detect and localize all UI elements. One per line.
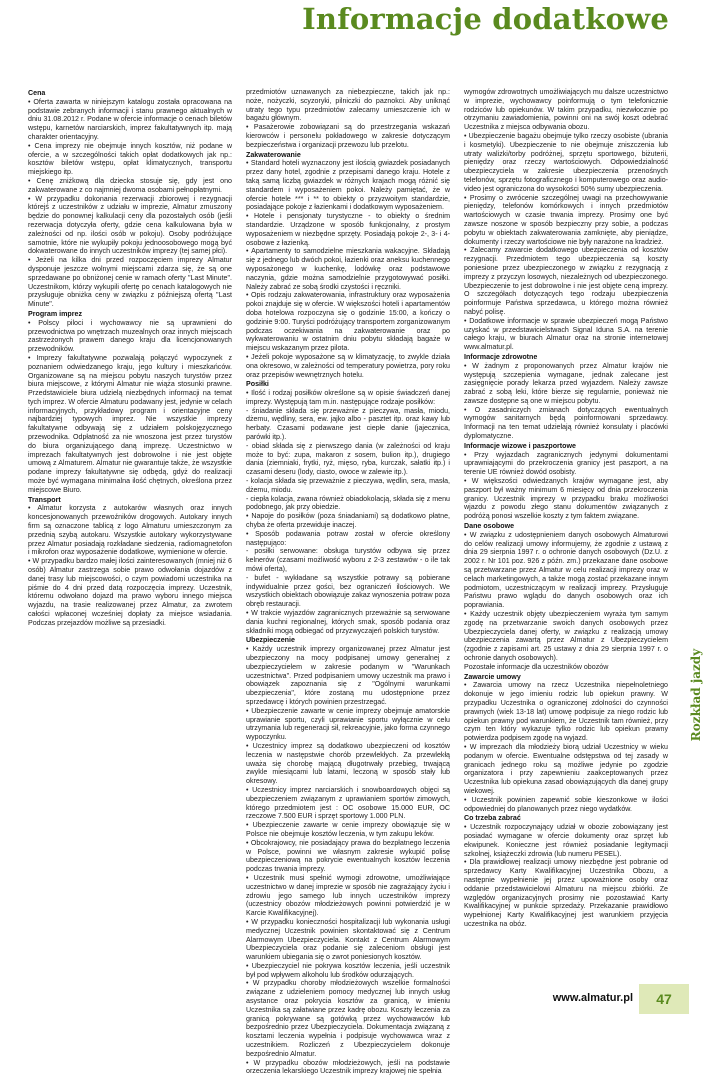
body-paragraph: • W większości odwiedzanych krajów wymagane jest, aby paszport był ważny minimum 6 miesięcy od dnia przekroczenia granicy. Uczestnik imprezy w przypadku braku możliwości wjazdu z powodu złego stanu dokumentów związanych z podróżą ponosi wszelkie koszty z tym faktem związane. bbox=[464, 477, 668, 521]
body-paragraph: • Każdy uczestnik imprezy organizowanej przez Almatur jest ubezpieczony na mocy podpisanej umowy generalnej z ubezpieczycielem w zakresie podanym w "Warunkach uczestnictwa". Przed podpisaniem umowy uczestnik ma prawo i obowiązek zapoznania się z "Ogólnymi warunkami ubezpieczenia", które zostaną mu udostępnione przez sprzedawcę i których powinien przestrzegać. bbox=[246, 645, 450, 706]
body-paragraph: • Almatur korzysta z autokarów własnych oraz innych koncesjonowanych przewoźników drogowych. Autokary innych firm są oznaczone tablicą z logo Almaturu umieszczonym za przednią szybą autokaru. Wszystkie autokary wykorzystywane przez Almatur posiadają rozkładane siedzenia, radiomagnetofon i mikrofon oraz wyposażenie dodatkowe, wymienione w ofercie. bbox=[28, 504, 232, 557]
section-heading: Informacje wizowe i paszportowe bbox=[464, 441, 576, 450]
page-number: 47 bbox=[639, 984, 689, 1014]
body-paragraph: • Ubezpieczenie zawarte w cenie imprezy obejmuje amatorskie uprawianie sportu, czyli uprawianie sportu wyłącznie w celu utrzymania lub regeneracji sił, rekreacyjnie, jako forma czynnego wypoczynku. bbox=[246, 706, 450, 742]
column-1 bbox=[28, 88, 232, 962]
body-paragraph: • Ilość i rodzaj posiłków określone są w opisie świadczeń danej imprezy. Występują tam m.in. następujące rodzaje posiłków: bbox=[246, 389, 450, 406]
column-3 bbox=[464, 88, 668, 962]
body-paragraph: - kolacja składa się przeważnie z pieczywa, wędlin, sera, masła, dżemu, miodu. bbox=[246, 477, 450, 494]
body-paragraph: Pozostałe informacje dla uczestników obozów bbox=[464, 662, 609, 671]
body-paragraph: • W przypadku konieczności hospitalizacji lub wykonania usługi medycznej Uczestnik powinien skontaktować się z Centrum Alarmowym Ubezpieczyciela. Kontakt z Centrum Alarmowym Ubezpieczyciela oraz podanie się zaleceniom obsługi jest warunkiem ubiegania się o zwrot poniesionych kosztów. bbox=[246, 917, 450, 962]
body-paragraph: • Dodatkowe informacje w sprawie ubezpieczeń mogą Państwo uzyskać w przedstawicielstwach Signal Iduna S.A. na terenie całego kraju, w biurach Almatur oraz na stronie internetowej www.almatur.pl. bbox=[464, 316, 668, 352]
body-paragraph: - ciepła kolacja, zwana również obiadokolacją, składa się z menu podobnego, jak przy obiedzie. bbox=[246, 494, 450, 512]
body-paragraph: • Napoje do posiłków (poza śniadaniami) są dodatkowo płatne, chyba że oferta przewiduje inaczej. bbox=[246, 512, 450, 530]
body-paragraph: - śniadanie składa się przeważnie z pieczywa, masła, miodu, dżemu, wędliny, sera, ew. jajko albo - pasztet itp. oraz kawy lub herbaty. Czasami podawane jest ciepłe danie (jajecznica, parówki itp.). bbox=[246, 406, 450, 442]
header-bar bbox=[0, 0, 707, 80]
body-paragraph: - posiłki serwowane: obsługa turystów odbywa się przez kelnerów (czasami możliwość wyboru z 2-3 zestawów - o ile tak mówi oferta), bbox=[246, 547, 450, 574]
body-paragraph: • Oferta zawarta w niniejszym katalogu została opracowana na podstawie zebranych informacji i stanu prawnego aktualnych w dniu 31.08.2012 r. Podane w ofercie informacje o cenach biletów wstępu, karnetów narciarskich, imprez fakultatywnych itp. mają charakter orientacyjny. bbox=[28, 97, 232, 141]
side-tab bbox=[685, 640, 707, 750]
body-paragraph: • W trakcie wyjazdów zagranicznych przeważnie są serwowane dania kuchni regionalnej, których smak, sposób podania oraz składniki mogą odbiegać od przyzwyczajeń polskich turystów. bbox=[246, 609, 450, 635]
section-heading: Co trzeba zabrać bbox=[464, 814, 521, 823]
body-paragraph: • Hotele i pensjonaty turystyczne - to obiekty o średnim standardzie. Urządzone w sposób funkcjonalny, z prostym wyposażeniem w niezbędne sprzęty. Posiadają pokoje 2-, 3- i 4-osobowe z łazienką. bbox=[246, 212, 450, 247]
body-paragraph: wymogów zdrowotnych umożliwiających mu dalsze uczestnictwo w imprezie, wychowawcy poinformują o tym telefonicznie rodziców lub opiekunów. W takim przypadku, niezwłocznie po otrzymaniu zawiadomienia, powinni oni na swój koszt odebrać Uczestnika z miejsca odbywania obozu. bbox=[464, 88, 668, 132]
section-heading: Ubezpieczenie bbox=[246, 636, 295, 645]
section-heading: Zawarcie umowy bbox=[464, 672, 521, 681]
body-paragraph: • Uczestnik musi spełnić wymogi zdrowotne, umożliwiające uczestnictwo w danej imprezie w sposób nie zagrażający życiu i zdrowiu jego samego lub innych uczestników imprezy (uczestnicy obozów młodzieżowych powinni potwierdzić je w Karcie Kwalifikacyjnej). bbox=[246, 873, 450, 918]
body-paragraph: - obiad składa się z pierwszego dania (w zależności od kraju może to być: zupa, makaron z sosem, bulion itp.), drugiego dania (ziemniaki, frytki, ryż, mięso, ryba, kurczak, sałatki itp.) i czasami deseru (lody, ciasto, owoce w zalewie itp.). bbox=[246, 441, 450, 477]
body-paragraph: • O zasadniczych zmianach dotyczących ewentualnych wymogów sanitarnych będą poinformowani sprzedawcy. Informacji na ten temat udzielają również konsulaty i placówki dyplomatyczne. bbox=[464, 405, 668, 441]
body-paragraph: • W przypadku obozów młodzieżowych, jeśli na podstawie orzeczenia lekarskiego Uczestnik imprezy krajowej nie spełnia bbox=[246, 1058, 450, 1076]
body-paragraph: • Dla prawidłowej realizacji umowy niezbędne jest pobranie od sprzedawcy Karty Kwalifikacyjnej Uczestnika Obozu, a następnie wypełnienie jej przez upoważnione osoby oraz oddanie przedstawicielowi Almaturu na miejscu zbiórki. Ze względów organizacyjnych prosimy nie pozostawiać Karty Kwalifikacyjnej w punkcie sprzedaży. Przekazanie prawidłowo wypełnionej Karty Kwalifikacyjnej jest warunkiem przyjęcia uczestnika na obóz. bbox=[464, 858, 668, 928]
body-paragraph: • Uczestnik rozpoczynający udział w obozie zobowiązany jest posiadać wymagane w ofercie dokumenty oraz sprzęt lub ekwipunek. Konieczne jest również posiadanie legitymacji szkolnej, książeczki zdrowia (lub numeru PESEL). bbox=[464, 823, 668, 858]
section-heading: Zakwaterowanie bbox=[246, 150, 301, 159]
body-paragraph: • Prosimy o zwrócenie szczególnej uwagi na przechowywanie pieniędzy, telefonów komórkowych i innych przedmiotów wartościowych w czasie trwania imprezy. Prosimy one być zawsze noszone w sposób bezpieczny przy sobie, a podczas pobytu w obiektach zakwaterowania zamknięte, aby pieniądze, dokumenty i rzeczy wartościowe nie były narażone na kradzież. bbox=[464, 193, 668, 246]
body-paragraph: • Standard hoteli wyznaczony jest ilością gwiazdek posiadanych przez dany hotel, zgodnie z przepisami danego kraju. Hotele z taką samą liczbą gwiazdek w różnych krajach mogą różnić się standardem i wyposażeniem pokoi. Należy pamiętać, że w ofercie hotele *** i ** to obiekty o przyzwoitym standardzie, posiadające pokoje z łazienkami i dodatkowym wyposażeniem. bbox=[246, 159, 450, 212]
body-paragraph: • Obcokrajowcy, nie posiadający prawa do bezpłatnego leczenia w Polsce, powinni we własnym zakresie wykupić polisę ubezpieczeniową na pokrycie ewentualnych kosztów leczenia podczas trwania imprezy. bbox=[246, 838, 450, 874]
column-2 bbox=[246, 88, 450, 1076]
section-heading: Program imprez bbox=[28, 309, 83, 318]
body-paragraph: - bufet - wykładane są wszystkie potrawy są pobierane indywidualnie przez gości, bez ograniczeń ilościowych. We wszystkich obiektach obowiązuje zakaz wynoszenia potraw poza obręb restauracji. bbox=[246, 573, 450, 609]
body-paragraph: • Uczestnicy imprez są dodatkowo ubezpieczeni od kosztów leczenia w następstwie chorób przewlekłych. Za przewlekłą uważa się chorobę mającą długotrwały przebieg, trwającą zwykle miesiącami lub latami, leczoną w sposób stały lub okresowy. bbox=[246, 741, 450, 786]
website-link[interactable]: www.almatur.pl bbox=[552, 992, 633, 1004]
body-paragraph: • Przy wyjazdach zagranicznych jedynymi dokumentami uprawniającymi do przekroczenia granicy jest paszport, a na terenie UE również dowód osobisty. bbox=[464, 450, 668, 477]
section-heading: Transport bbox=[28, 495, 61, 504]
body-paragraph: • Ubezpieczenie zawarte w cenie imprezy obowiązuje się w Polsce nie obejmuje kosztów leczenia, w tym zakupu leków. bbox=[246, 821, 450, 838]
body-paragraph: • Cena imprezy nie obejmuje innych kosztów, niż podane w ofercie, a w szczególności takich opłat dodatkowych jak np.: kosztów biletów wstępu, opłat klimatycznych, transportu miejskiego itp. bbox=[28, 141, 232, 177]
body-paragraph: • Cenę zniżkową dla dziecka stosuje się, gdy jest ono zakwaterowane z co najmniej dwoma osobami pełnopłatnymi. bbox=[28, 176, 232, 194]
body-paragraph: • Uczestnik powinien zapewnić sobie kieszonkowe w ilości odpowiedniej do planowanych przez niego wydatków. bbox=[464, 795, 668, 813]
body-paragraph: • W przypadku choroby młodzieżowych wszelkie formalności związane z udzieleniem pomocy medycznej lub innych usług asystance oraz pokrycia kosztów za granicą, w imieniu Uczestnika są załatwiane przez kadrę obozu. Koszty leczenia za granicą pokrywane są gotówką przez wychowawców lub bezpośrednio przez Ubezpieczyciela. Dokumentacja związaną z kosztami leczenia wypełnia i podpisuje wychowawca wraz z uczestnikiem. Rozliczeń z Ubezpieczycielem dokonuje bezpośrednio Almatur. bbox=[246, 979, 450, 1058]
body-paragraph: • Opis rodzaju zakwaterowania, infrastruktury oraz wyposażenia pokoi znajduje się w ofercie. W większości hoteli i apartamentów doba hotelowa rozpoczyna się o godzinie 15:00, a kończy o godzinie 9:00. Turyści podróżujący transportem zorganizowanym podczas oczekiwania na zakwaterowanie oraz po wykwaterowaniu w ostatnim dniu pobytu składają bagaże w miejscu wskazanym przez pilota. bbox=[246, 291, 450, 353]
body-paragraph: • Jeżeli pokoje wyposażone są w klimatyzację, to zwykle działa ona okresowo, w zależności od temperatury powietrza, pory roku oraz przepisów wewnętrznych hotelu. bbox=[246, 352, 450, 379]
body-paragraph: • W imprezach dla młodzieży biorą udział Uczestnicy w wieku podanym w ofercie. Ewentualne odstępstwa od tej zasady w granicach jednego roku są możliwe jedynie po zgodzie organizatora i przy zapewnieniu zaakceptowanych przez Uczestnika lub opiekuna zasad obowiązujących dla danej grupy wiekowej. bbox=[464, 742, 668, 795]
body-paragraph: • Polscy piloci i wychowawcy nie są uprawnieni do przewodnictwa po wnętrzach muzealnych oraz innych miejscach zastrzeżonych prawem danego kraju dla licencjonowanych przewodników. bbox=[28, 318, 232, 354]
section-heading: Informacje zdrowotne bbox=[464, 352, 538, 361]
footer bbox=[0, 978, 707, 1024]
body-paragraph: • W przypadku dokonania rezerwacji zbiorowej i rezygnacji którejś z uczestników z udziału w imprezie, Almatur zmuszony będzie do ponownej kalkulacji ceny dla pozostałych osób (jeśli rezerwacja dotyczyła oferty, gdzie cena kalkulowana była w zależności od np. ilości osób w pokoju). Osoby podróżujące samotnie, które nie wykupiły pokoju jednoosobowego mogą być dokwaterowane do innych uczestników imprezy (tej samej płci). bbox=[28, 194, 232, 256]
body-paragraph: • Każdy uczestnik objęty ubezpieczeniem wyraża tym samym zgodę na przetwarzanie swoich danych osobowych przez Ubezpieczyciela danej oferty, w związku z realizacją umowy ubezpieczenia zawartą przez Almatur z Ubezpieczycielem (zgodnie z zapisami art. 25 ustawy z dnia 29 sierpnia 1997 r. o ochronie danych osobowych). bbox=[464, 610, 668, 662]
body-paragraph: • Pasażerowie zobowiązani są do przestrzegania wskazań kierowców i personelu pokładowego w zakresie dotyczącym bezpieczeństwa i organizacji przewozu lub przelotu. bbox=[246, 123, 450, 149]
section-heading: Posiłki bbox=[246, 380, 269, 389]
body-paragraph: • Sposób podawania potraw został w ofercie określony następująco: bbox=[246, 529, 450, 547]
section-heading: Cena bbox=[28, 89, 46, 97]
section-heading: Dane osobowe bbox=[464, 522, 515, 531]
body-paragraph: • Ubezpieczenie bagażu obejmuje tylko rzeczy osobiste (ubrania i kosmetyki). Ubezpieczenie to nie obejmuje zniszczenia lub utraty walizki/torby podróżnej, sprzętu sportowego, biżuterii, pieniędzy oraz rzeczy wartościowych. Odpowiedzialność ubezpieczyciela w zakresie ubezpieczenia przenośnych telefonów, sprzętu fotograficznego i komputerowego oraz audio-video jest ograniczona do wysokości 50% sumy ubezpieczenia. bbox=[464, 131, 668, 193]
body-paragraph: • W żadnym z proponowanych przez Almatur krajów nie występują szczepienia wymagane, jednak zalecane jest zasięgnięcie porady lekarza przed wyjazdem. Należy zawsze zabrać z sobą leki, które bierze się regularnie, ponieważ nie zawsze dostępne są one w miejscu pobytu. bbox=[464, 361, 668, 405]
body-paragraph: • Zawarcia umowy na rzecz Uczestnika niepełnoletniego dokonuje w jego imieniu rodzic lub opiekun prawny. W przypadku Uczestnika o ograniczonej zdolności do czynności prawnych (wiek 13-18 lat) umowę podpisuje za niego rodzic lub opiekun prawny pod warunkiem, że Uczestnik tam również, przy czym ten który wykazuje tylko rodzic lub opiekun prawny potwierdza podpisem zgodę na wyjazd. bbox=[464, 681, 668, 743]
body-paragraph: • W przypadku bardzo małej ilości zainteresowanych (mniej niż 6 osób) Almatur zastrzega sobie prawo odwołania dojazdów z danej trasy lub miejscowości, o czym powiadomi uczestnika na piśmie do 4 dni przed datą rozpoczęcia imprezy. Uczestnik, któremu odwołano dojazd ma prawo wyboru innego miejsca wyjazdu, na trasie realizowanej przez Almatur, za zwrotem całości wpłaconej wcześniej dopłaty za miejsce wsiadania. Podczas przejazdów możliwe są przesiadki. bbox=[28, 557, 232, 627]
body-paragraph: • Ubezpieczyciel nie pokrywa kosztów leczenia, jeśli uczestnik był pod wpływem alkoholu lub środków odurzających. bbox=[246, 961, 450, 979]
side-tab-label: Rozkład jazdy bbox=[689, 648, 703, 742]
body-paragraph: • Zalecamy zawarcie dodatkowego ubezpieczenia od kosztów rezygnacji. Przedmiotem tego ubezpieczenia są koszty poniesione przez ubezpieczonego w związku z rezygnacją z imprezy z przyczyn losowych, niezależnych od ubezpieczonego. Ubezpieczenie to jest dobrowolne i nie jest objęte ceną imprezy. O szczegółach dotyczących tego rodzaju ubezpieczenia poinformuje Państwa sprzedawca, u którego można również nabyć polisę. bbox=[464, 246, 668, 316]
body-paragraph: przedmiotów uznawanych za niebezpieczne, takich jak np.: noże, nożyczki, scyzoryki, pilniczki do paznokci. Aby uniknąć utraty tego typu przedmiotów zalecamy umieszczenie ich w bagażu głównym. bbox=[246, 88, 450, 123]
body-paragraph: • Uczestnicy imprez narciarskich i snowboardowych objęci są ubezpieczeniem związanym z uprawianiem sportów zimowych, którego przedmiotem jest : OC osobowe 15.000 EUR, OC rzeczowe 7.500 EUR i sprzęt sportowy 1.000 PLN. bbox=[246, 785, 450, 821]
body-paragraph: • Jeżeli na kilka dni przed rozpoczęciem imprezy Almatur dysponuje jeszcze wolnymi miejscami zdarza się, że są one sprzedawane po obniżonej cenie w ramach oferty "Last Minute". Uczestnikom, którzy wykupili ofertę po cenach katalogowych nie przysługuje obniżka ceny w związku z późniejszą ofertą "Last Minute". bbox=[28, 256, 232, 309]
body-paragraph: • Apartamenty to samodzielne mieszkania wakacyjne. Składają się z jednego lub dwóch pokoi, łazienki oraz aneksu kuchennego wyposażonego w kuchenkę, lodówkę oraz podstawowe naczynia, gdzie można samodzielnie przygotowywać posiłki. Należy zabrać ze sobą środki czystości i ręczniki. bbox=[246, 247, 450, 291]
page-title: Informacje dodatkowe bbox=[302, 2, 669, 36]
header-divider bbox=[0, 74, 707, 80]
body-paragraph: • Imprezy fakultatywne pozwalają połączyć wypoczynek z poznaniem odwiedzanego kraju, jego kultury i mieszkańców. Organizowane są na miejscu pobytu naszych turystów przez biura miejscowe, z którymi Almatur nie wiąża stosunki prawne. Przedstawiciele biura udzielą niezbędnych informacji na temat tych imprez. W ofercie Almaturu podawany jest, jedynie w celach informacyjnych, przykładowy program i orientacyjne ceny najbardziej typowych imprez. Nie wszystkie imprezy fakultatywne odbywają się z udziałem polskojęzycznego przewodnika. Odpłatność za nie wnoszona jest przez turystów do biura organizującego daną imprezę. Uczestnictwo w imprezach fakultatywnych jest dobrowolne i nie jest objęte umową z Almaturem. Almatur nie gwarantuje także, że wszystkie podane imprezy fakultatywne się odbędą, gdyż do realizacji może być wymagana minimalna ilość chętnych, określona przez miejscowe Biuro. bbox=[28, 353, 232, 494]
body-paragraph: • W związku z udostępnieniem danych osobowych Almaturowi do celów realizacji umowy informujemy, że zgodnie z ustawą z dnia 29 sierpnia 1997 r. o ochronie danych osobowych (Dz.U. z 2002 r. Nr 101 poz. 926 z późn. zm.) przekazane dane osobowe są przetwarzane przez Almatur w celu realizacji imprezy oraz w celach marketingowych, a także mogą zostać przekazane innym podmiotom, uczestniczącym w realizacji imprezy. Przysługuje Państwu prawo wglądu do danych osobowych oraz ich poprawiania. bbox=[464, 530, 668, 610]
